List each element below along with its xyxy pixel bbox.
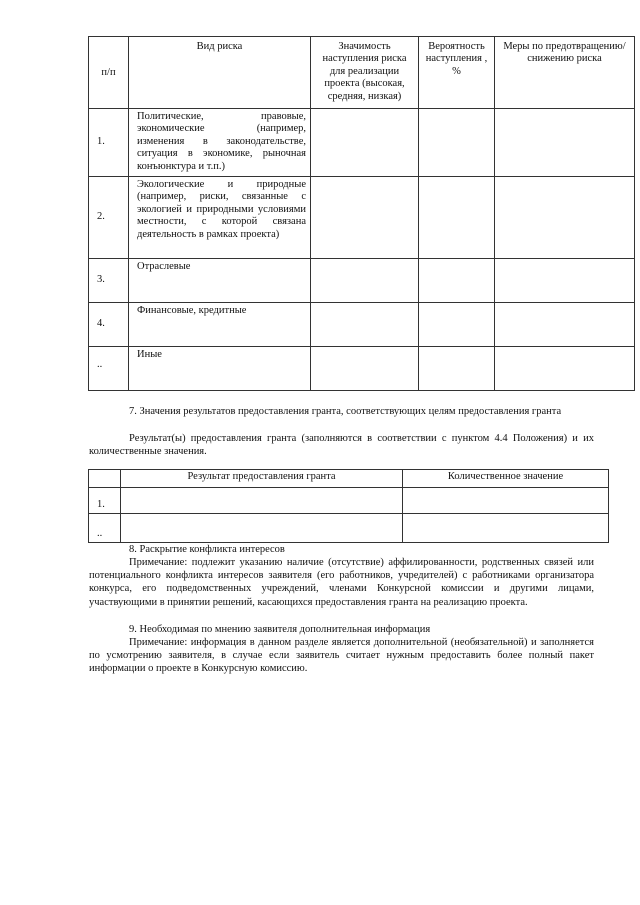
significance-cell[interactable] bbox=[311, 259, 419, 303]
section-9-title: 9. Необходимая по мнению заявителя дополнительная информация bbox=[129, 624, 431, 635]
table-row bbox=[89, 347, 635, 391]
table-row bbox=[89, 514, 609, 543]
header-num: п/п bbox=[89, 37, 129, 109]
row-number: 2. bbox=[89, 177, 129, 259]
measures-cell[interactable] bbox=[495, 109, 635, 177]
table-row bbox=[89, 177, 635, 259]
row-number: .. bbox=[89, 347, 129, 391]
header-significance: Значимость наступления риска для реализации проекта (высокая, средняя, низкая) bbox=[311, 37, 419, 109]
table-row bbox=[89, 488, 609, 514]
row-number: 1. bbox=[89, 109, 129, 177]
risk-type-cell: Иные bbox=[129, 347, 311, 391]
significance-cell[interactable] bbox=[311, 347, 419, 391]
result-cell[interactable] bbox=[121, 488, 403, 514]
header-risk-type: Вид риска bbox=[129, 37, 311, 109]
table-row bbox=[89, 109, 635, 177]
result-table bbox=[88, 469, 609, 543]
result-table-header bbox=[89, 470, 609, 488]
measures-cell[interactable] bbox=[495, 347, 635, 391]
section-7-note: Результат(ы) предоставления гранта (заполняются в соответствии с пунктом 4.4 Положения) и их количественные значения. bbox=[89, 433, 594, 458]
measures-cell[interactable] bbox=[495, 303, 635, 347]
risk-type-cell: Экологические и природные (например, риски, связанные с экологией и природными условиями местности, с которой связана деятельность в рамках проекта) bbox=[129, 177, 311, 259]
risk-table-header bbox=[89, 37, 635, 109]
probability-cell[interactable] bbox=[419, 109, 495, 177]
section-8-title: 8. Раскрытие конфликта интересов bbox=[129, 544, 285, 555]
risk-type-cell: Отраслевые bbox=[129, 259, 311, 303]
probability-cell[interactable] bbox=[419, 347, 495, 391]
header-value: Количественное значение bbox=[403, 470, 609, 488]
risk-type-cell: Политические, правовые, экономические (например, изменения в законодательстве, ситуация в экономике, рыночная конъюнктура и т.п.) bbox=[129, 109, 311, 177]
row-number: .. bbox=[89, 514, 121, 543]
significance-cell[interactable] bbox=[311, 303, 419, 347]
row-number: 3. bbox=[89, 259, 129, 303]
probability-cell[interactable] bbox=[419, 177, 495, 259]
probability-cell[interactable] bbox=[419, 303, 495, 347]
probability-cell[interactable] bbox=[419, 259, 495, 303]
header-result: Результат предоставления гранта bbox=[121, 470, 403, 488]
value-cell[interactable] bbox=[403, 488, 609, 514]
measures-cell[interactable] bbox=[495, 259, 635, 303]
section-8-note: Примечание: подлежит указанию наличие (отсутствие) аффилированности, родственных связей или потенциального конфликта интересов заявителя (его работников, учредителей) с работниками организатора конкурса, его подведомственных учреждений, членами Конкурсной комиссии и другими лицами, участвующими в принятии решений, касающихся предоставления гранта на реализацию проекта. bbox=[89, 557, 594, 608]
risk-table bbox=[88, 36, 635, 391]
row-number: 1. bbox=[89, 488, 121, 514]
significance-cell[interactable] bbox=[311, 177, 419, 259]
header-measures: Меры по предотвращению/ снижению риска bbox=[495, 37, 635, 109]
header-num bbox=[89, 470, 121, 488]
result-cell[interactable] bbox=[121, 514, 403, 543]
section-7-title: 7. Значения результатов предоставления гранта, соответствующих целям предоставления гранта bbox=[129, 406, 562, 417]
section-9-note: Примечание: информация в данном разделе является дополнительной (необязательной) и заполняется по усмотрению заявителя, в случае если заявитель считает нужным предоставить более полный пакет информации о проекте в Конкурсную комиссию. bbox=[89, 637, 594, 675]
significance-cell[interactable] bbox=[311, 109, 419, 177]
header-probability: Вероятность наступления , % bbox=[419, 37, 495, 109]
measures-cell[interactable] bbox=[495, 177, 635, 259]
risk-type-cell: Финансовые, кредитные bbox=[129, 303, 311, 347]
row-number: 4. bbox=[89, 303, 129, 347]
table-row bbox=[89, 259, 635, 303]
value-cell[interactable] bbox=[403, 514, 609, 543]
table-row bbox=[89, 303, 635, 347]
